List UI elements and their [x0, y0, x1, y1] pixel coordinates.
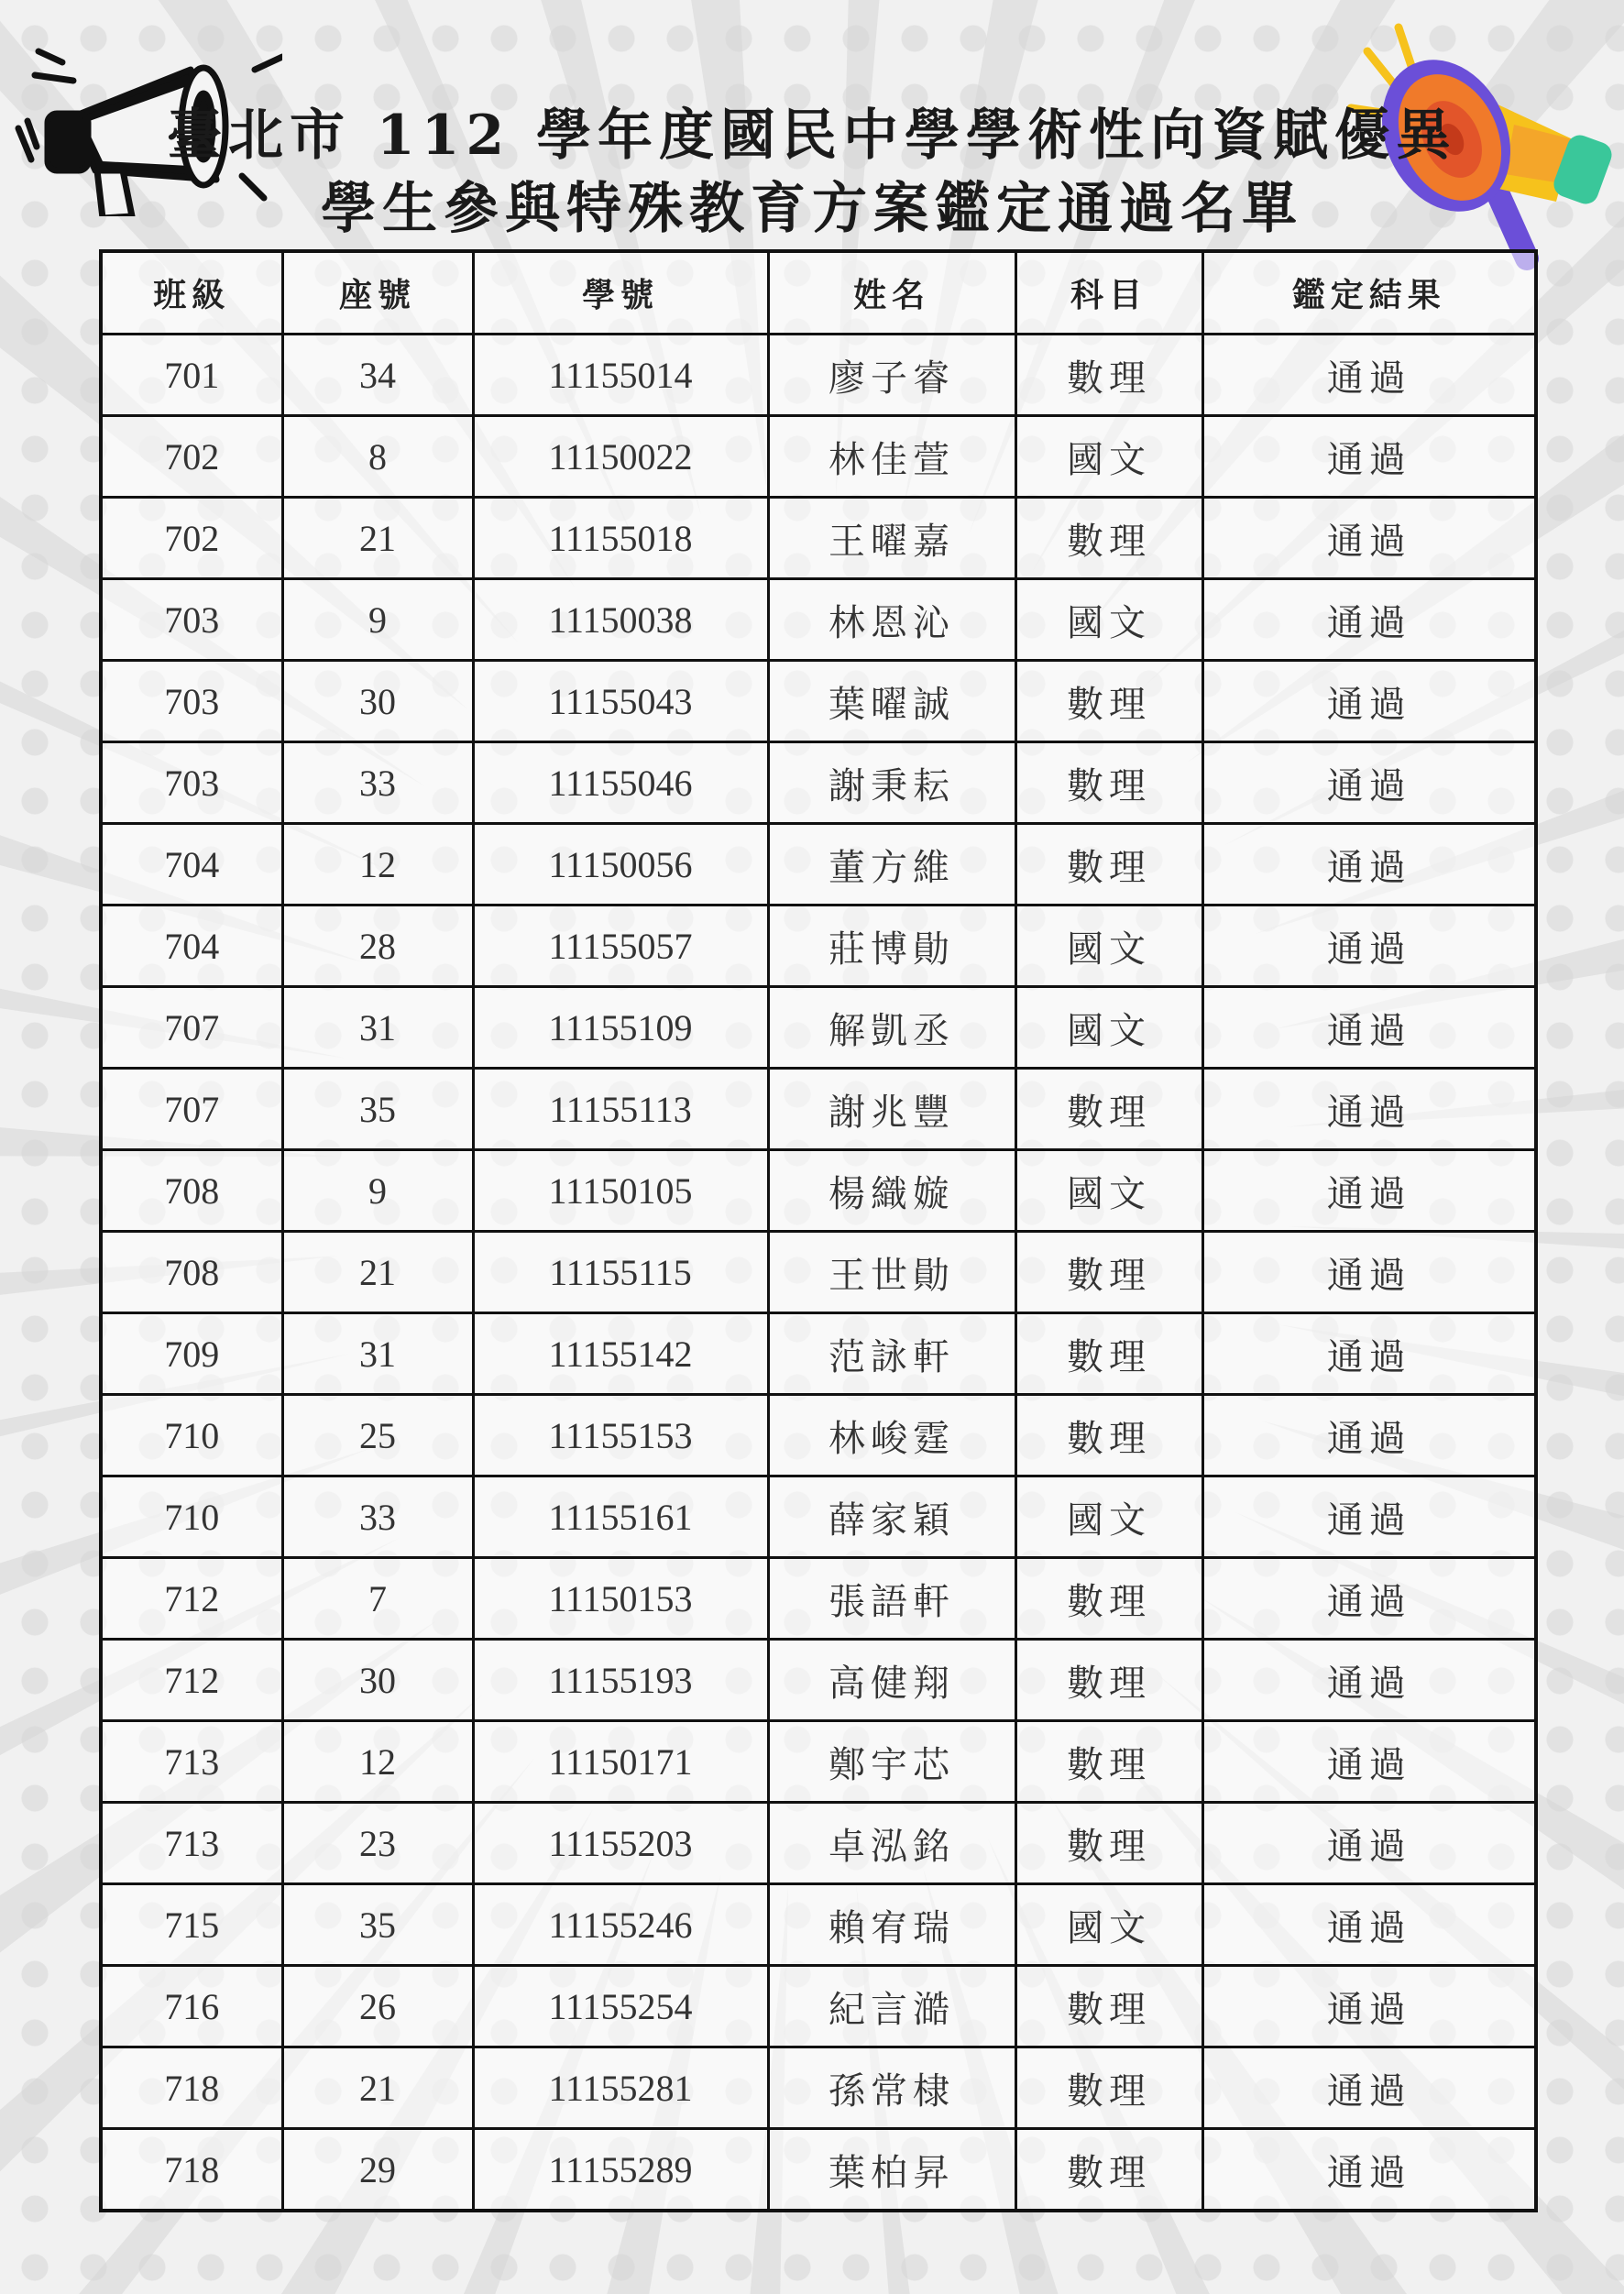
cell-class: 712: [101, 1640, 282, 1721]
table-row: [101, 1150, 1536, 1232]
cell-result: 通過: [1202, 1150, 1536, 1232]
cell-class: 718: [101, 2047, 282, 2129]
cell-result: 通過: [1202, 1313, 1536, 1395]
cell-class: 718: [101, 2129, 282, 2212]
cell-name: 廖子睿: [768, 335, 1015, 416]
cell-subject: 國文: [1015, 579, 1202, 661]
cell-name: 高健翔: [768, 1640, 1015, 1721]
cell-student-id: 11155254: [473, 1966, 768, 2047]
cell-student-id: 11150153: [473, 1558, 768, 1640]
cell-student-id: 11155014: [473, 335, 768, 416]
cell-seat: 26: [282, 1966, 473, 2047]
cell-class: 703: [101, 742, 282, 824]
cell-class: 715: [101, 1884, 282, 1966]
cell-result: 通過: [1202, 1395, 1536, 1476]
cell-subject: 國文: [1015, 987, 1202, 1069]
cell-seat: 8: [282, 416, 473, 498]
page-title-line-2: 學生參與特殊教育方案鑑定通過名單: [321, 177, 1303, 241]
cell-subject: 數理: [1015, 661, 1202, 742]
cell-result: 通過: [1202, 1476, 1536, 1558]
cell-name: 紀言澔: [768, 1966, 1015, 2047]
cell-subject: 數理: [1015, 335, 1202, 416]
cell-class: 701: [101, 335, 282, 416]
table-row: [101, 1884, 1536, 1966]
cell-subject: 數理: [1015, 1558, 1202, 1640]
cell-name: 董方維: [768, 824, 1015, 906]
cell-student-id: 11155109: [473, 987, 768, 1069]
cell-name: 王世勛: [768, 1232, 1015, 1313]
cell-seat: 21: [282, 1232, 473, 1313]
header-student-id: 學號: [473, 251, 768, 335]
cell-class: 708: [101, 1232, 282, 1313]
cell-class: 707: [101, 987, 282, 1069]
page-title-line-1: 臺北市 112 學年度國民中學學術性向資賦優異: [166, 104, 1458, 168]
cell-student-id: 11155057: [473, 906, 768, 987]
cell-student-id: 11155046: [473, 742, 768, 824]
cell-name: 莊博勛: [768, 906, 1015, 987]
cell-seat: 34: [282, 335, 473, 416]
cell-class: 703: [101, 661, 282, 742]
cell-student-id: 11150171: [473, 1721, 768, 1803]
cell-seat: 29: [282, 2129, 473, 2212]
header-name: 姓名: [768, 251, 1015, 335]
cell-subject: 數理: [1015, 1069, 1202, 1150]
cell-student-id: 11155246: [473, 1884, 768, 1966]
cell-result: 通過: [1202, 1721, 1536, 1803]
cell-seat: 12: [282, 824, 473, 906]
cell-student-id: 11155289: [473, 2129, 768, 2212]
cell-result: 通過: [1202, 1558, 1536, 1640]
table-row: [101, 335, 1536, 416]
cell-subject: 數理: [1015, 1232, 1202, 1313]
cell-class: 716: [101, 1966, 282, 2047]
cell-class: 708: [101, 1150, 282, 1232]
table-row: [101, 1395, 1536, 1476]
cell-result: 通過: [1202, 2047, 1536, 2129]
cell-seat: 31: [282, 987, 473, 1069]
cell-seat: 30: [282, 661, 473, 742]
cell-seat: 31: [282, 1313, 473, 1395]
cell-seat: 7: [282, 1558, 473, 1640]
cell-name: 林恩沁: [768, 579, 1015, 661]
cell-result: 通過: [1202, 498, 1536, 579]
cell-student-id: 11155043: [473, 661, 768, 742]
cell-name: 賴宥瑞: [768, 1884, 1015, 1966]
cell-student-id: 11150105: [473, 1150, 768, 1232]
cell-subject: 國文: [1015, 906, 1202, 987]
cell-name: 張語軒: [768, 1558, 1015, 1640]
cell-name: 林峻霆: [768, 1395, 1015, 1476]
cell-student-id: 11155115: [473, 1232, 768, 1313]
cell-student-id: 11155018: [473, 498, 768, 579]
cell-result: 通過: [1202, 2129, 1536, 2212]
cell-class: 702: [101, 498, 282, 579]
cell-seat: 21: [282, 2047, 473, 2129]
table-row: [101, 2129, 1536, 2212]
cell-student-id: 11150022: [473, 416, 768, 498]
table-row: [101, 498, 1536, 579]
cell-seat: 30: [282, 1640, 473, 1721]
table-row: [101, 1476, 1536, 1558]
cell-result: 通過: [1202, 579, 1536, 661]
cell-subject: 數理: [1015, 1966, 1202, 2047]
cell-class: 702: [101, 416, 282, 498]
cell-result: 通過: [1202, 987, 1536, 1069]
cell-subject: 數理: [1015, 824, 1202, 906]
table-row: [101, 1721, 1536, 1803]
cell-student-id: 11155203: [473, 1803, 768, 1884]
cell-result: 通過: [1202, 906, 1536, 987]
cell-subject: 數理: [1015, 1395, 1202, 1476]
cell-name: 楊織嫙: [768, 1150, 1015, 1232]
cell-seat: 9: [282, 1150, 473, 1232]
cell-name: 解凱丞: [768, 987, 1015, 1069]
header-class: 班級: [101, 251, 282, 335]
cell-class: 713: [101, 1803, 282, 1884]
table-row: [101, 416, 1536, 498]
cell-result: 通過: [1202, 1884, 1536, 1966]
table-row: [101, 661, 1536, 742]
title-block: [0, 99, 1624, 246]
table-row: [101, 824, 1536, 906]
cell-name: 鄭宇芯: [768, 1721, 1015, 1803]
cell-seat: 28: [282, 906, 473, 987]
cell-result: 通過: [1202, 661, 1536, 742]
cell-name: 薛家穎: [768, 1476, 1015, 1558]
cell-student-id: 11155153: [473, 1395, 768, 1476]
cell-seat: 33: [282, 1476, 473, 1558]
table-row: [101, 1232, 1536, 1313]
table-header-row: [101, 251, 1536, 335]
cell-result: 通過: [1202, 1069, 1536, 1150]
cell-class: 710: [101, 1476, 282, 1558]
cell-subject: 數理: [1015, 2129, 1202, 2212]
table-row: [101, 1803, 1536, 1884]
cell-result: 通過: [1202, 416, 1536, 498]
cell-class: 704: [101, 824, 282, 906]
table-row: [101, 1966, 1536, 2047]
cell-result: 通過: [1202, 1803, 1536, 1884]
table-row: [101, 579, 1536, 661]
table-row: [101, 1313, 1536, 1395]
table-row: [101, 742, 1536, 824]
cell-result: 通過: [1202, 335, 1536, 416]
cell-seat: 35: [282, 1884, 473, 1966]
cell-class: 713: [101, 1721, 282, 1803]
cell-seat: 35: [282, 1069, 473, 1150]
passing-list-table: [99, 249, 1538, 2212]
header-seat: 座號: [282, 251, 473, 335]
cell-subject: 國文: [1015, 1884, 1202, 1966]
cell-name: 謝秉耘: [768, 742, 1015, 824]
table-row: [101, 1069, 1536, 1150]
cell-subject: 國文: [1015, 416, 1202, 498]
cell-seat: 9: [282, 579, 473, 661]
cell-subject: 數理: [1015, 1640, 1202, 1721]
cell-name: 卓泓銘: [768, 1803, 1015, 1884]
table-row: [101, 2047, 1536, 2129]
table-row: [101, 1640, 1536, 1721]
cell-seat: 23: [282, 1803, 473, 1884]
cell-name: 范詠軒: [768, 1313, 1015, 1395]
table-row: [101, 906, 1536, 987]
cell-result: 通過: [1202, 742, 1536, 824]
table-row: [101, 1558, 1536, 1640]
cell-name: 謝兆豐: [768, 1069, 1015, 1150]
cell-student-id: 11155142: [473, 1313, 768, 1395]
cell-class: 710: [101, 1395, 282, 1476]
cell-name: 葉曜誠: [768, 661, 1015, 742]
cell-subject: 數理: [1015, 742, 1202, 824]
cell-subject: 數理: [1015, 2047, 1202, 2129]
cell-student-id: 11150038: [473, 579, 768, 661]
table-row: [101, 987, 1536, 1069]
header-result: 鑑定結果: [1202, 251, 1536, 335]
cell-name: 葉柏昇: [768, 2129, 1015, 2212]
cell-result: 通過: [1202, 1232, 1536, 1313]
cell-subject: 國文: [1015, 1150, 1202, 1232]
cell-result: 通過: [1202, 1966, 1536, 2047]
cell-seat: 12: [282, 1721, 473, 1803]
cell-student-id: 11155161: [473, 1476, 768, 1558]
cell-class: 712: [101, 1558, 282, 1640]
cell-class: 704: [101, 906, 282, 987]
cell-class: 709: [101, 1313, 282, 1395]
cell-class: 707: [101, 1069, 282, 1150]
cell-class: 703: [101, 579, 282, 661]
cell-name: 孫常棣: [768, 2047, 1015, 2129]
cell-seat: 33: [282, 742, 473, 824]
cell-subject: 數理: [1015, 1313, 1202, 1395]
cell-student-id: 11155193: [473, 1640, 768, 1721]
cell-result: 通過: [1202, 1640, 1536, 1721]
cell-student-id: 11155113: [473, 1069, 768, 1150]
cell-result: 通過: [1202, 824, 1536, 906]
header-subject: 科目: [1015, 251, 1202, 335]
cell-subject: 國文: [1015, 1476, 1202, 1558]
cell-seat: 21: [282, 498, 473, 579]
cell-subject: 數理: [1015, 1721, 1202, 1803]
cell-name: 林佳萱: [768, 416, 1015, 498]
cell-student-id: 11150056: [473, 824, 768, 906]
cell-student-id: 11155281: [473, 2047, 768, 2129]
cell-name: 王曜嘉: [768, 498, 1015, 579]
cell-subject: 數理: [1015, 1803, 1202, 1884]
cell-subject: 數理: [1015, 498, 1202, 579]
cell-seat: 25: [282, 1395, 473, 1476]
